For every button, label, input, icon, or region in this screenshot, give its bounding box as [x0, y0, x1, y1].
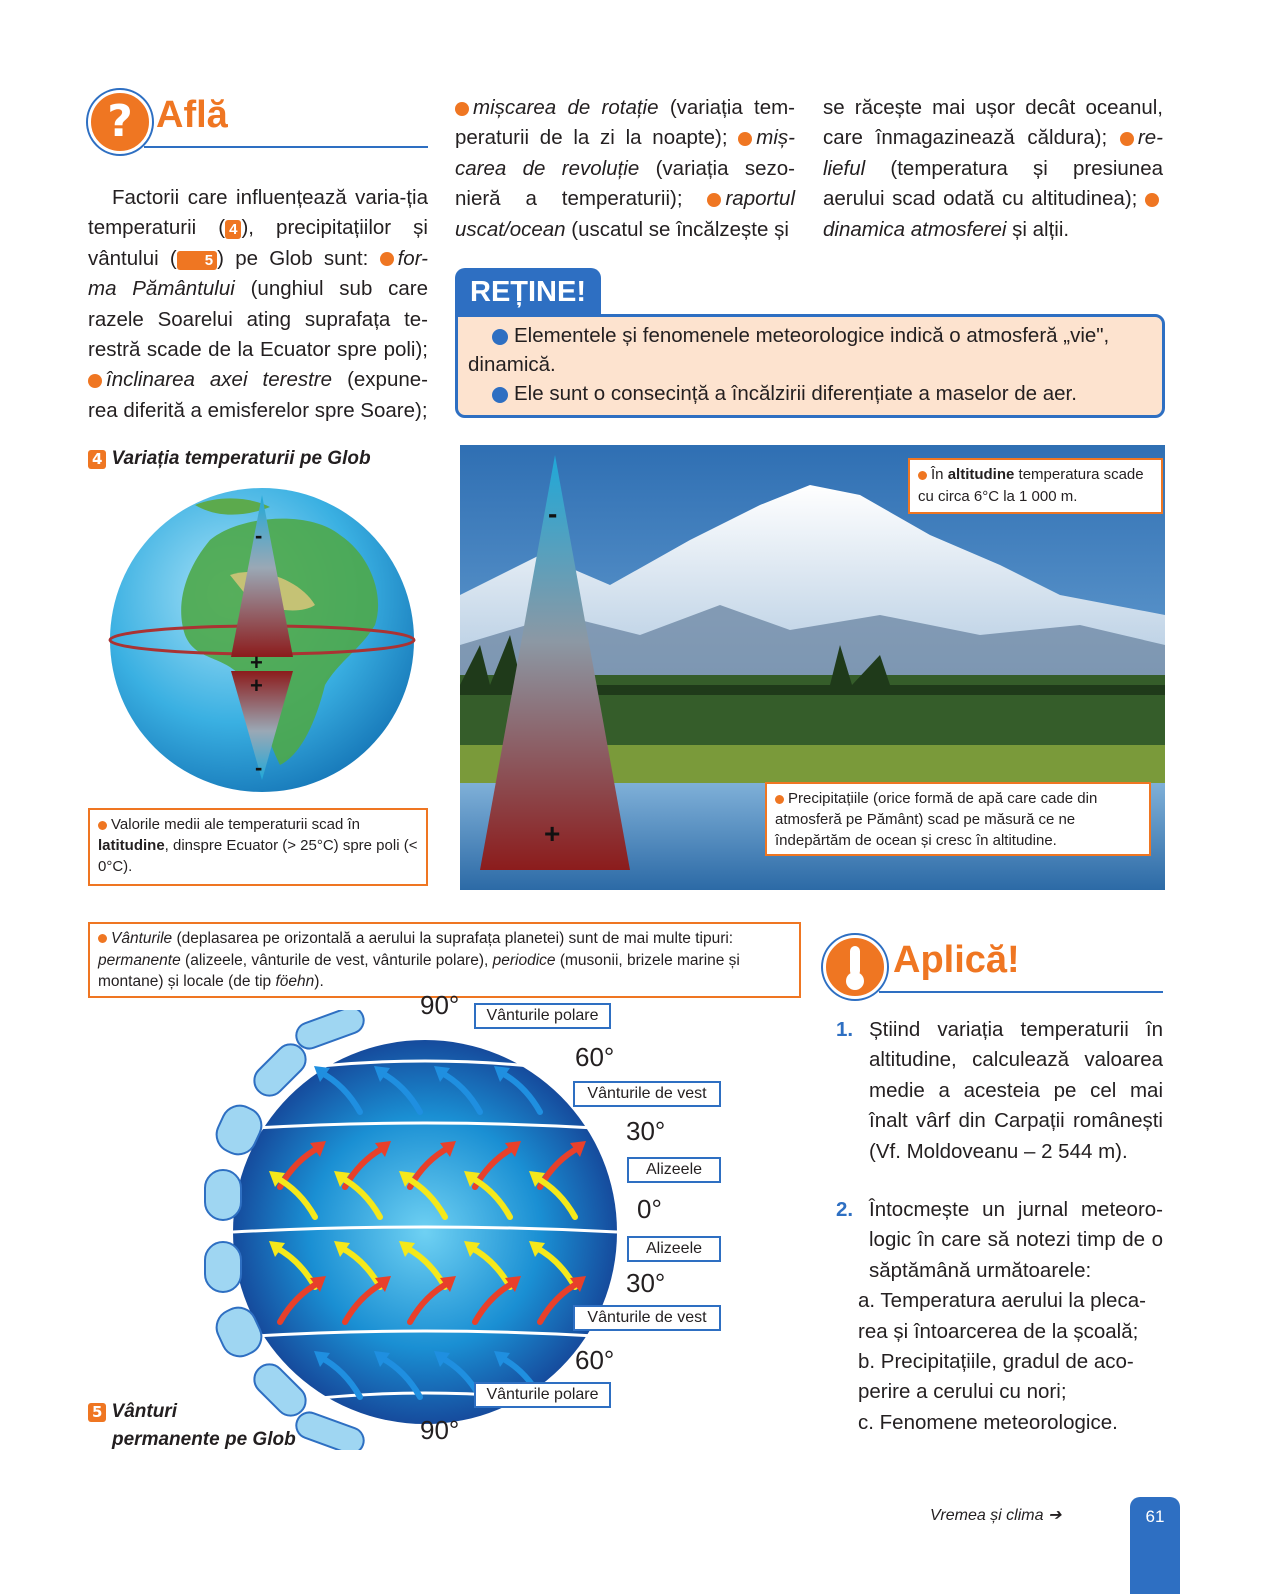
latitude-label: 30°	[626, 1268, 666, 1298]
figure-ref-4[interactable]: 4	[225, 220, 241, 239]
wind-label: Vânturile de vest	[573, 1081, 721, 1107]
wind-label: Vânturile de vest	[573, 1305, 721, 1331]
text: (unghiul sub care razele Soarelui ating suprafața te-restră scade de la Ecuator spre poli);	[88, 277, 429, 362]
text: se răcește mai ușor decât oceanul, care înmagazinează căldura);	[823, 96, 1163, 150]
text: Valorile medii ale temperaturii scad în	[111, 816, 361, 833]
text-bold: latitudine	[98, 837, 165, 854]
retine-box	[455, 314, 1165, 418]
plus-sign: +	[250, 673, 263, 698]
factor-term: for-ma Pământului	[88, 246, 428, 301]
bullet-icon	[98, 821, 107, 830]
bullet-icon	[918, 471, 927, 480]
text-italic: föehn	[275, 973, 315, 990]
globe-illustration	[100, 485, 430, 795]
figure-ref-5[interactable]: 5	[177, 251, 217, 270]
question-number: 1.	[836, 1018, 854, 1041]
wind-label: Vânturile polare	[474, 1003, 611, 1029]
factor-term: miș-carea de revoluție	[455, 126, 795, 180]
page-number-tab: 61	[1130, 1497, 1180, 1594]
factor-term: re-lieful	[823, 126, 1163, 180]
precipitation-note-box	[765, 782, 1151, 856]
bullet-icon	[738, 132, 752, 146]
aplica-underline	[879, 991, 1163, 993]
text: Ele sunt o consecință a încălzirii diferențiate a maselor de aer.	[514, 382, 1077, 405]
wind-label: Alizeele	[627, 1157, 721, 1183]
factor-term: raportul uscat/ocean	[455, 187, 795, 241]
factor-term: dinamica atmosferei	[823, 217, 1007, 241]
question-icon: ?	[88, 90, 152, 154]
latitude-label: 30°	[626, 1116, 666, 1146]
text: Factorii care influențează varia-ția temperaturii (	[88, 186, 428, 240]
text: , dinspre Ecuator (> 25°C) spre poli (< 0°C).	[98, 837, 418, 875]
figure-4-caption	[88, 448, 371, 470]
plus-sign: +	[250, 650, 263, 675]
question-number: 2.	[836, 1198, 854, 1221]
text: (temperatura și presiunea aerului scad odată cu altitudinea);	[823, 156, 1163, 211]
plus-sign: +	[544, 818, 561, 849]
wind-label: Vânturile polare	[474, 1382, 611, 1408]
caption-text: permanente pe Glob	[112, 1429, 296, 1450]
bullet-icon	[775, 795, 784, 804]
figure-number: 4	[88, 450, 106, 469]
text: (expune-rea diferită a emisferelor spre Soare);	[88, 368, 428, 422]
figure-5-caption	[88, 1398, 296, 1454]
aplica-question-2	[836, 1195, 1163, 1438]
retine-tab: REȚINE!	[455, 268, 601, 318]
text-italic: periodice	[492, 951, 556, 969]
figure-number: 5	[88, 1403, 106, 1422]
latitude-label: 0°	[637, 1194, 662, 1224]
bullet-icon	[98, 934, 107, 943]
text: (musonii, brizele marine și montane) și locale (de tip	[98, 951, 740, 990]
subitem: a. Temperatura aerului la pleca-rea și întoarcerea de la școală;	[858, 1289, 1146, 1343]
afla-heading	[88, 90, 428, 150]
subitem: b. Precipitațiile, gradul de aco-perire a cerului cu nori;	[858, 1350, 1134, 1404]
factor-term: înclinarea axei terestre	[106, 368, 333, 392]
text: Elementele și fenomenele meteorologice indică o atmosferă „vie", dinamică.	[468, 324, 1110, 376]
chapter-name: Vremea și clima	[930, 1507, 1044, 1524]
latitude-label: 90°	[420, 1415, 460, 1445]
afla-column-1	[88, 183, 428, 426]
text: În	[931, 466, 944, 483]
aplica-title: Aplică!	[893, 939, 1020, 981]
afla-underline	[144, 146, 428, 148]
arrow-right-icon: ➔	[1047, 1507, 1062, 1524]
text: temperatura scade cu circa 6°C la 1 000 m.	[918, 466, 1144, 505]
latitude-label: 60°	[575, 1042, 615, 1072]
latitude-note-box	[88, 808, 428, 886]
winds-note-box	[88, 922, 801, 998]
bullet-icon	[1120, 132, 1134, 146]
afla-column-3	[823, 93, 1163, 245]
bullet-icon	[455, 102, 469, 116]
text: (variația tem-peraturii de la zi la noapte);	[455, 96, 796, 150]
minus-sign: -	[255, 523, 263, 548]
minus-sign: -	[255, 755, 263, 780]
text: (uscatul se încălzește și	[571, 217, 789, 241]
text-italic: Vânturile	[111, 930, 173, 947]
thermometer-icon	[823, 935, 887, 999]
text: și alții.	[1012, 217, 1070, 241]
latitude-label: 90°	[420, 990, 460, 1020]
bullet-icon	[707, 193, 721, 207]
aplica-question-1	[836, 1015, 1163, 1167]
latitude-label: 60°	[575, 1345, 615, 1375]
bullet-icon	[380, 252, 394, 266]
question-text: Întocmește un jurnal meteoro-logic în care să notezi timp de o săptămână următoarele:	[869, 1198, 1163, 1282]
subitem: c. Fenomene meteorologice.	[858, 1410, 1118, 1434]
factor-term: mișcarea de rotație	[473, 96, 659, 119]
retine-item	[468, 379, 1152, 408]
retine-item	[468, 321, 1152, 379]
text: (deplasarea pe orizontală a aerului la suprafața planetei) sunt de mai multe tipuri:	[176, 930, 734, 947]
text: (variația sezo-nieră a temperaturii);	[455, 156, 795, 211]
afla-title: Află	[156, 94, 228, 136]
text: (alizeele, vânturile de vest, vânturile polare),	[185, 951, 489, 969]
bullet-icon	[492, 387, 508, 403]
footer-chapter	[930, 1505, 1061, 1525]
bullet-icon	[492, 329, 508, 345]
caption-text: Variația temperaturii pe Glob	[111, 448, 371, 469]
wind-label: Alizeele	[627, 1236, 721, 1262]
bullet-icon	[88, 374, 102, 388]
aplica-heading	[823, 935, 1163, 995]
text-bold: altitudine	[947, 466, 1015, 483]
bullet-icon	[1145, 193, 1159, 207]
afla-column-2	[455, 93, 795, 245]
altitude-note-box	[908, 458, 1163, 514]
caption-text: Vânturi	[111, 1401, 177, 1422]
text: ).	[314, 973, 324, 990]
text-italic: permanente	[98, 951, 181, 969]
question-text: Știind variația temperaturii în altitudine, calculează valoarea medie a acesteia pe cel mai înalt vârf din Carpații românești (Vf. Moldoveanu – 2 544 m).	[869, 1018, 1163, 1163]
text: ) pe Glob sunt:	[217, 246, 369, 270]
text: Precipitațiile (orice formă de apă care cade din atmosferă pe Pământ) scad pe măsură ce ne îndepărtăm de ocean și cresc în altitudine.	[775, 790, 1098, 849]
text: ), precipitațiilor și vântului (	[88, 216, 428, 270]
minus-sign: -	[548, 498, 558, 529]
